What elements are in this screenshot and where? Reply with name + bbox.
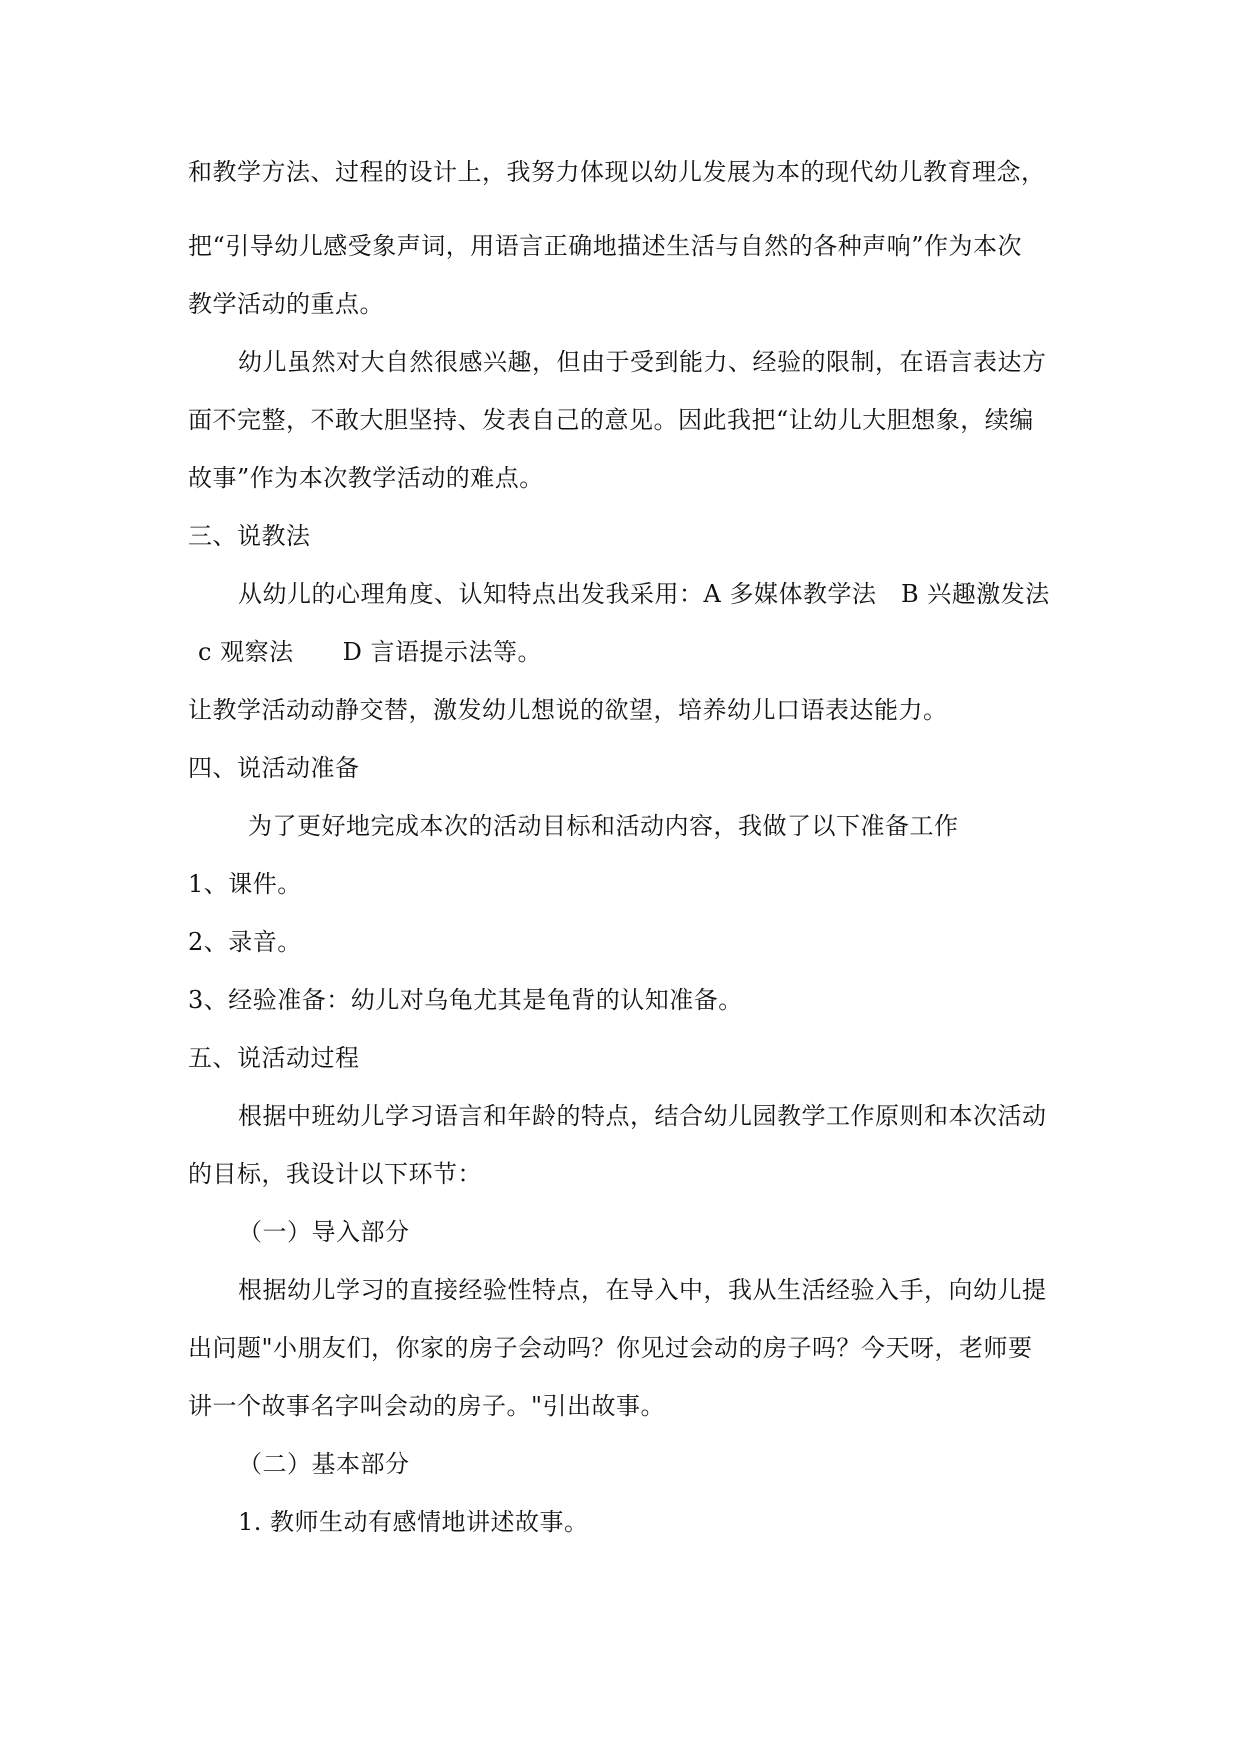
text-line: 让教学活动动静交替，激发幼儿想说的欲望，培养幼儿口语表达能力。 [188,696,948,724]
section-heading: 四、说活动准备 [188,754,360,782]
subsection-heading: （二）基本部分 [238,1450,410,1478]
text-line: 出问题"小朋友们，你家的房子会动吗？你见过会动的房子吗？今天呀，老师要 [188,1334,1033,1362]
list-item: 1、课件。 [188,870,302,898]
text-line: 和教学方法、过程的设计上，我努力体现以幼儿发展为本的现代幼儿教育理念， [188,158,1046,186]
text-line: 1. 教师生动有感情地讲述故事。 [238,1508,589,1536]
subsection-heading: （一）导入部分 [238,1218,410,1246]
list-item: 2、录音。 [188,928,302,956]
text-line: 从幼儿的心理角度、认知特点出发我采用：A 多媒体教学法 B 兴趣激发法 [238,580,1050,608]
text-line: 的目标，我设计以下环节： [188,1160,482,1188]
text-line: c 观察法 D 言语提示法等。 [198,638,542,666]
text-line: 讲一个故事名字叫会动的房子。"引出故事。 [188,1392,666,1420]
text-line: 把“引导幼儿感受象声词，用语言正确地描述生活与自然的各种声响”作为本次 [188,232,1023,260]
text-line: 故事”作为本次教学活动的难点。 [188,464,544,492]
text-line: 面不完整，不敢大胆坚持、发表自己的意见。因此我把“让幼儿大胆想象，续编 [188,406,1034,434]
text-line: 幼儿虽然对大自然很感兴趣，但由于受到能力、经验的限制，在语言表达方 [238,348,1047,376]
text-line: 根据幼儿学习的直接经验性特点，在导入中，我从生活经验入手，向幼儿提 [238,1276,1047,1304]
section-heading: 三、说教法 [188,522,311,550]
text-line: 根据中班幼儿学习语言和年龄的特点，结合幼儿园教学工作原则和本次活动 [238,1102,1047,1130]
text-line: 为了更好地完成本次的活动目标和活动内容，我做了以下准备工作 [248,812,959,840]
text-line: 教学活动的重点。 [188,290,384,318]
section-heading: 五、说活动过程 [188,1044,360,1072]
list-item: 3、经验准备：幼儿对乌龟尤其是龟背的认知准备。 [188,986,743,1014]
